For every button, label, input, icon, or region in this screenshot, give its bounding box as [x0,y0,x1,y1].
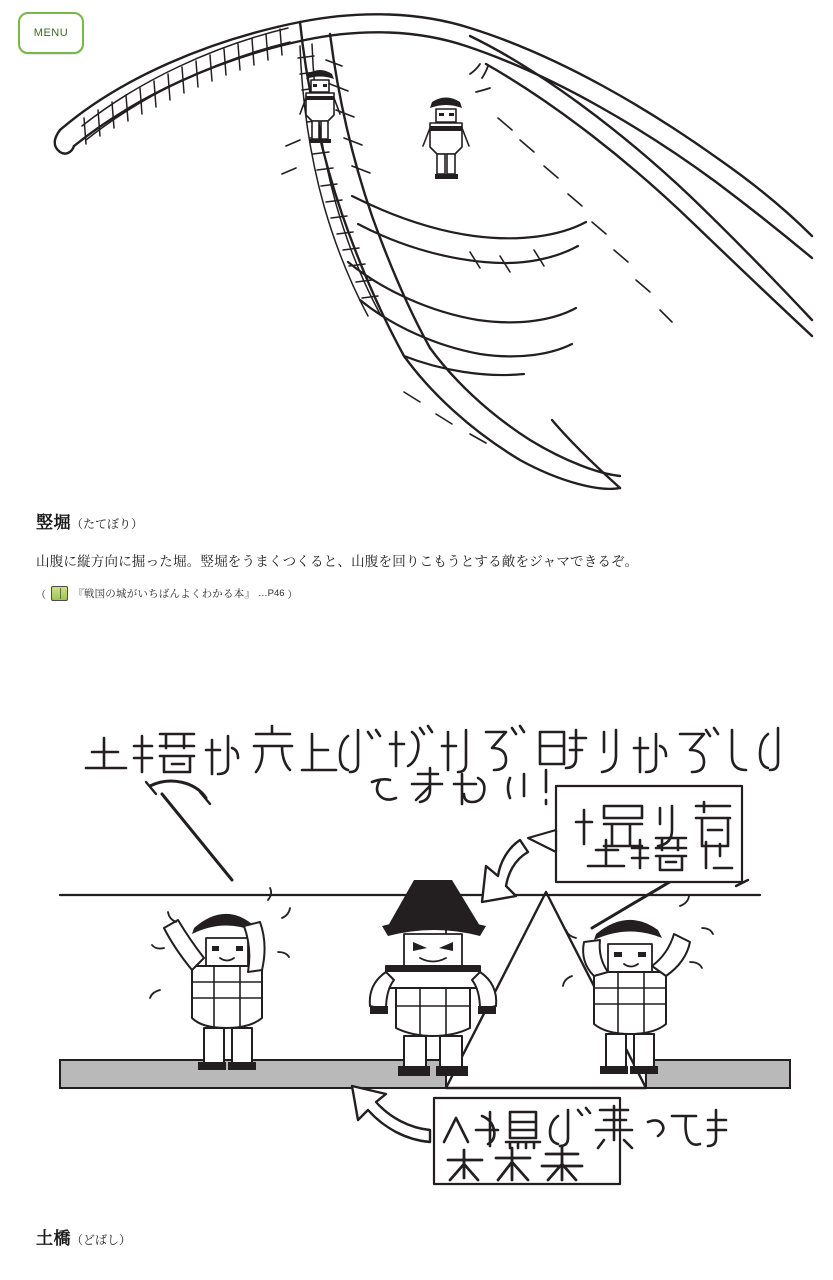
source-open-paren: （ [36,590,47,602]
source-close-paren: ） [287,590,298,602]
arrow-to-bridge-base [352,1086,430,1142]
term-name: 土橋 [36,1229,71,1248]
menu-button-label: MENU [33,27,69,39]
callout-hitoyauma [434,1098,726,1184]
tatebori-illustration [0,0,833,490]
dobashi-illustration [0,690,833,1210]
source-title: 『戦国の城がいちばんよくわかる本』 [73,588,256,601]
soldier-figure-right [423,64,490,179]
book-icon [51,586,68,601]
dobashi-text-block [36,1228,806,1250]
term-name: 竪堀 [36,513,71,532]
callout-horinokoshi [528,786,742,882]
worker-left-digging [146,781,290,1070]
source-page: …P46 [258,588,285,600]
source-citation [36,586,806,601]
term-reading: （たてぼり） [71,517,144,531]
term-reading: （どばし） [71,1233,132,1247]
arrow-to-bridge-top [482,840,528,902]
term-heading-tatebori [36,512,806,534]
foreman-center [370,880,496,1076]
tatebori-text-block [36,512,806,601]
term-heading-dobashi [36,1228,806,1250]
term-description: 山腹に縦方向に掘った堀。竪堀をうまくつくると、山腹を回りこもうとする敵をジャマできるぞ。 [36,554,639,570]
